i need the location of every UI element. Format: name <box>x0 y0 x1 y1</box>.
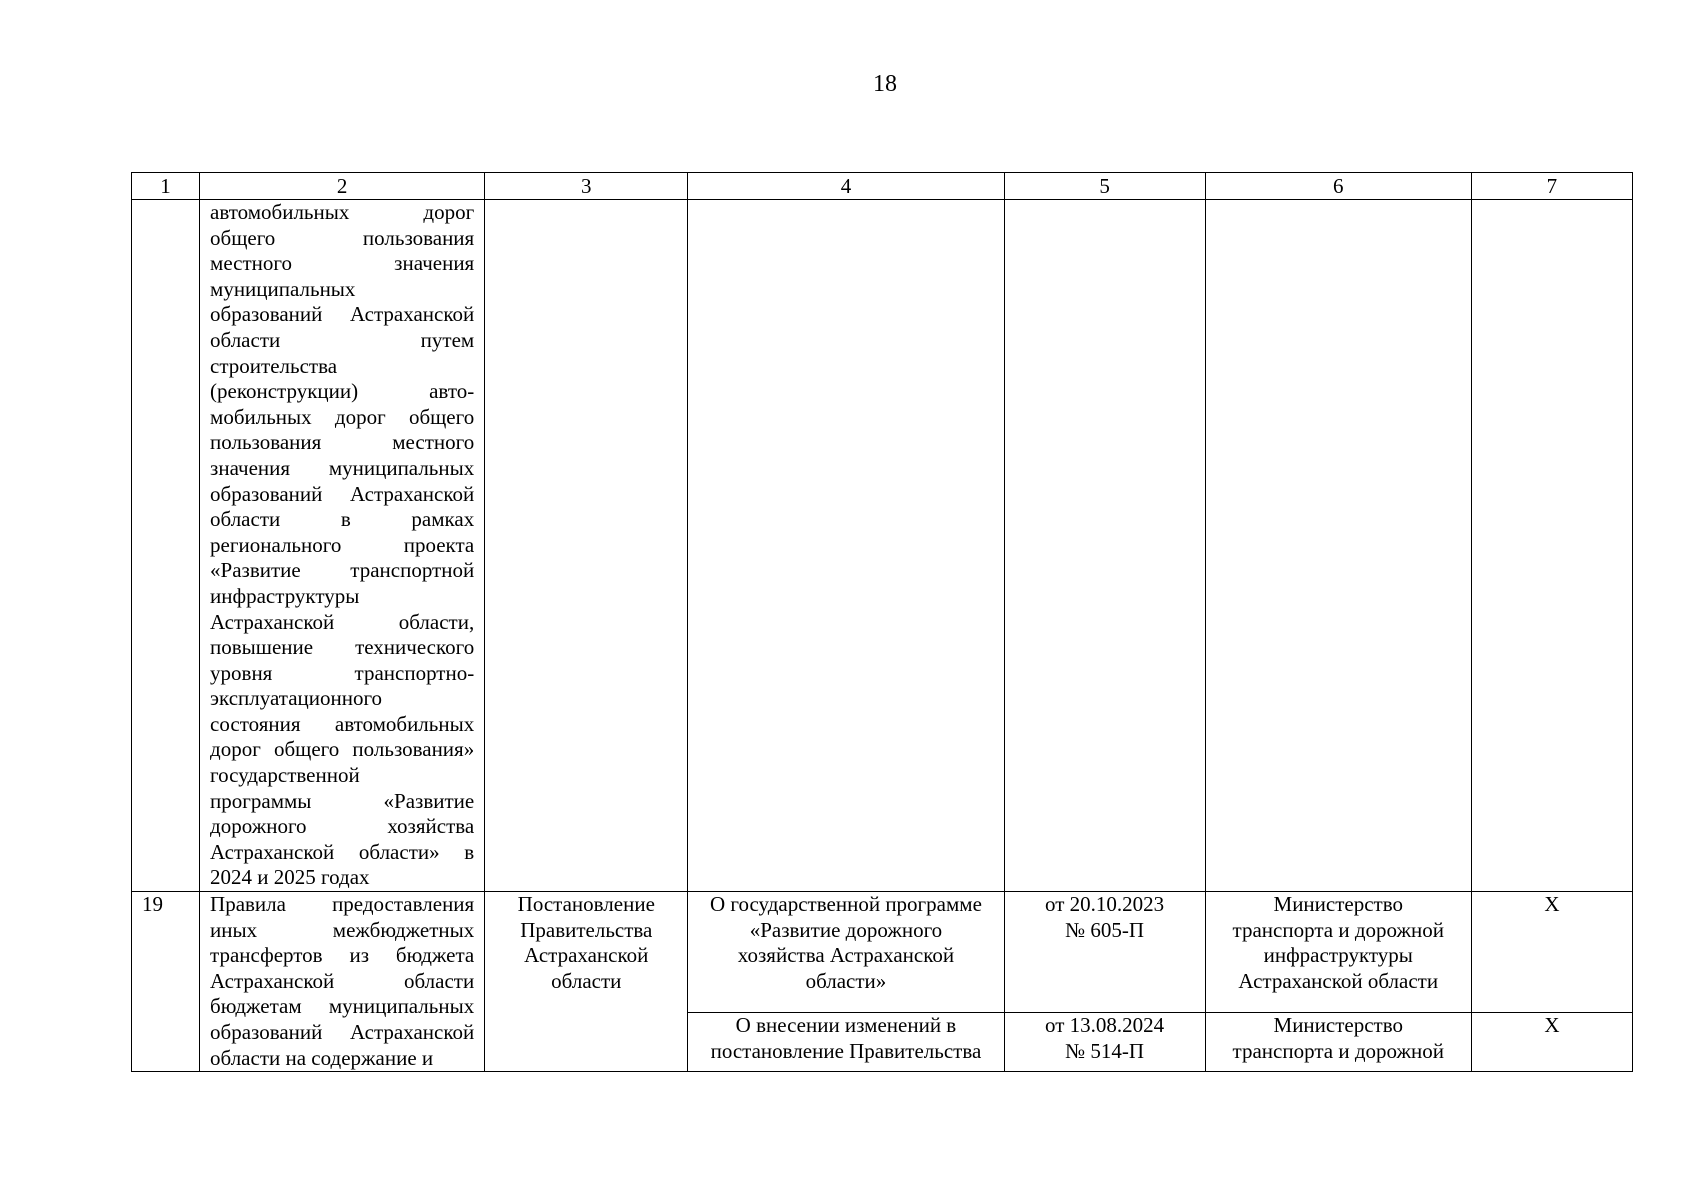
cell-text-line: от 13.08.2024 <box>1045 1013 1165 1038</box>
document-type-cell <box>485 200 688 892</box>
table-row-19 <box>132 892 1633 1013</box>
document-date-cell <box>1004 892 1205 1013</box>
cell-text-line: области путем <box>210 327 475 352</box>
cell-text-line: общего пользования <box>210 225 475 250</box>
cell-text-line: хозяйства Астраханской <box>737 943 955 968</box>
document-type-cell <box>485 892 688 1072</box>
document-name-cell <box>200 892 485 1072</box>
cell-text-line: состояния автомобильных <box>210 711 475 736</box>
cell-text-line: уровня транспортно- <box>210 660 475 685</box>
cell-text-line: эксплуатационного <box>210 686 383 711</box>
cell-text-line: области <box>551 968 622 993</box>
column-header: 5 <box>1004 173 1205 200</box>
cell-text-line: инфраструктуры <box>210 583 360 608</box>
cell-text-line: Астраханской области, <box>210 609 475 634</box>
cell-text-line: № 514-П <box>1065 1038 1145 1063</box>
mark-cell: Х <box>1471 892 1632 1013</box>
responsible-body-cell <box>1205 200 1471 892</box>
cell-text-line: транспорта и дорожной <box>1232 1038 1444 1063</box>
cell-text-line: (реконструкции) авто- <box>210 379 475 404</box>
cell-text-line: «Развитие транспортной <box>210 558 475 583</box>
row-number-cell <box>132 200 200 892</box>
cell-text-line: от 20.10.2023 <box>1045 892 1165 917</box>
table-header-row <box>132 173 1633 200</box>
column-header: 2 <box>200 173 485 200</box>
cell-text-line: О внесении изменений в <box>735 1013 957 1038</box>
mark-cell <box>1471 200 1632 892</box>
page-number: 18 <box>873 71 897 97</box>
cell-text-line: регионального проекта <box>210 532 475 557</box>
document-date-cell <box>1004 200 1205 892</box>
cell-text-line: трансфертов из бюджета <box>210 943 475 968</box>
document-title-cell <box>688 1013 1004 1072</box>
document-name-cell <box>200 200 485 892</box>
cell-text-line: дорог общего пользования» <box>210 737 475 762</box>
table-row-continuation <box>132 200 1633 892</box>
cell-text-line: повышение технического <box>210 635 475 660</box>
cell-text-line: Астраханской области <box>210 968 475 993</box>
cell-text-line: Правила предоставления <box>210 892 475 917</box>
cell-text-line: Постановление <box>517 892 655 917</box>
cell-text-line: пользования местного <box>210 430 475 455</box>
mark-cell: Х <box>1471 1013 1632 1072</box>
cell-text-line: программы «Развитие <box>210 788 475 813</box>
document-title-cell <box>688 200 1004 892</box>
cell-text-line: строительства <box>210 353 338 378</box>
cell-text-line: государственной <box>210 763 360 788</box>
column-header: 3 <box>485 173 688 200</box>
cell-text-line: области на содержание и <box>210 1045 434 1070</box>
cell-text-line: транспорта и дорожной <box>1232 917 1444 942</box>
responsible-body-cell <box>1205 892 1471 1013</box>
cell-text-line: местного значения <box>210 251 475 276</box>
cell-text-line: муниципальных <box>210 276 356 301</box>
cell-text-line: иных межбюджетных <box>210 917 475 942</box>
cell-text-line: образований Астраханской <box>210 481 475 506</box>
cell-text-line: образований Астраханской <box>210 302 475 327</box>
cell-text-line: Министерство <box>1273 1013 1403 1038</box>
cell-text-line: мобильных дорог общего <box>210 404 475 429</box>
cell-text-line: автомобильных дорог <box>210 200 475 224</box>
column-header: 1 <box>132 173 200 200</box>
column-header: 7 <box>1471 173 1632 200</box>
document-date-cell <box>1004 1013 1205 1072</box>
document-table <box>131 172 1633 1072</box>
column-header: 6 <box>1205 173 1471 200</box>
cell-text-line: бюджетам муниципальных <box>210 994 475 1019</box>
cell-text-line: Правительства <box>520 917 653 942</box>
cell-text-line: № 605-П <box>1065 917 1145 942</box>
cell-text-line: «Развитие дорожного <box>749 917 943 942</box>
column-header: 4 <box>688 173 1004 200</box>
cell-text-line: Астраханской области» в <box>210 839 475 864</box>
cell-text-line: Министерство <box>1273 892 1403 917</box>
cell-text-line: области» <box>805 968 887 993</box>
cell-text-line: значения муниципальных <box>210 455 475 480</box>
document-title-cell <box>688 892 1004 1013</box>
cell-text-line: области в рамках <box>210 507 475 532</box>
cell-text-line: инфраструктуры <box>1263 943 1413 968</box>
cell-text-line: дорожного хозяйства <box>210 814 475 839</box>
cell-text-line: О государственной программе <box>709 892 982 917</box>
cell-text-line: образований Астраханской <box>210 1020 475 1044</box>
cell-text-line: постановление Правительства <box>710 1038 982 1063</box>
cell-text-line: Астраханской <box>524 943 649 968</box>
row-number-cell: 19 <box>132 892 200 1072</box>
cell-text-line: Астраханской области <box>1238 968 1439 993</box>
responsible-body-cell <box>1205 1013 1471 1072</box>
cell-text-line: 2024 и 2025 годах <box>210 865 370 890</box>
